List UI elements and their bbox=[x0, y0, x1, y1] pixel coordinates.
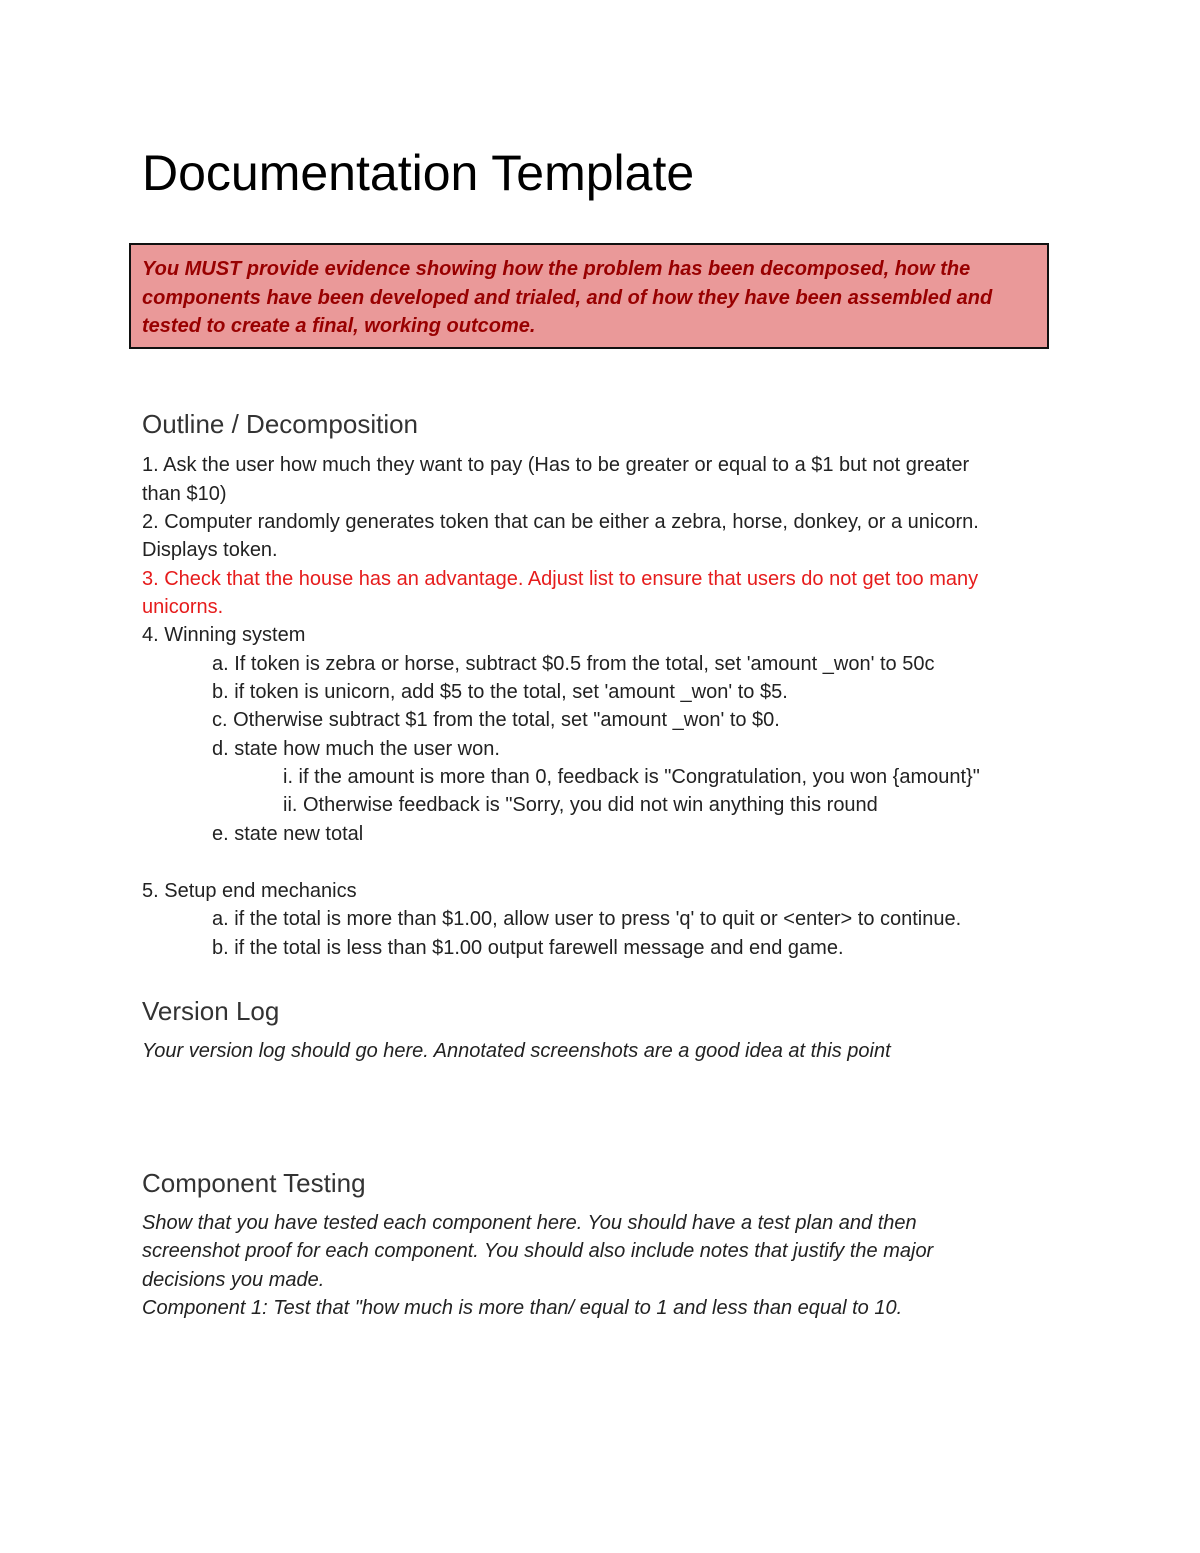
outline-step-4d-i: i. if the amount is more than 0, feedback is "Congratulation, you won {amount}" bbox=[283, 766, 980, 788]
requirement-notice: You MUST provide evidence showing how the problem has been decomposed, how the components have been developed and trialed, and of how they have been assembled and tested to create a final, working outcome. bbox=[129, 243, 1049, 349]
outline-step-5a: a. if the total is more than $1.00, allow user to press 'q' to quit or <enter> to continue. bbox=[212, 908, 962, 930]
component-testing-heading: Component Testing bbox=[142, 1168, 366, 1198]
outline-step-2-line-1: 2. Computer randomly generates token that can be either a zebra, horse, donkey, or a unicorn. bbox=[142, 511, 979, 533]
outline-step-4c: c. Otherwise subtract $1 from the total, set "amount _won' to $0. bbox=[212, 709, 780, 731]
component-testing-line-3: decisions you made. bbox=[142, 1269, 325, 1291]
outline-heading: Outline / Decomposition bbox=[142, 409, 419, 439]
document-title: Documentation Template bbox=[142, 145, 695, 201]
component-testing-line-1: Show that you have tested each component here. You should have a test plan and then bbox=[142, 1212, 917, 1234]
outline-step-5: 5. Setup end mechanics bbox=[142, 880, 357, 902]
outline-step-4: 4. Winning system bbox=[142, 624, 306, 646]
outline-step-2-line-2: Displays token. bbox=[142, 539, 278, 561]
outline-step-4d-ii: ii. Otherwise feedback is "Sorry, you did not win anything this round bbox=[283, 794, 878, 816]
outline-step-1-line-2: than $10) bbox=[142, 483, 227, 505]
version-log-heading: Version Log bbox=[142, 996, 280, 1026]
outline-step-3-line-1: 3. Check that the house has an advantage. Adjust list to ensure that users do not get too many bbox=[142, 568, 979, 590]
component-testing-line-2: screenshot proof for each component. You should also include notes that justify the major bbox=[142, 1240, 934, 1262]
outline-step-5b: b. if the total is less than $1.00 output farewell message and end game. bbox=[212, 937, 844, 959]
outline-step-3-line-2: unicorns. bbox=[142, 596, 224, 618]
outline-step-4d: d. state how much the user won. bbox=[212, 738, 500, 760]
outline-step-4e: e. state new total bbox=[212, 823, 364, 845]
outline-step-1-line-1: 1. Ask the user how much they want to pay (Has to be greater or equal to a $1 but not greater bbox=[142, 454, 970, 476]
outline-step-4b: b. if token is unicorn, add $5 to the total, set 'amount _won' to $5. bbox=[212, 681, 788, 703]
component-testing-line-4: Component 1: Test that "how much is more than/ equal to 1 and less than equal to 10. bbox=[142, 1297, 903, 1319]
outline-step-4a: a. If token is zebra or horse, subtract $0.5 from the total, set 'amount _won' to 50c bbox=[212, 653, 935, 675]
version-log-text: Your version log should go here. Annotated screenshots are a good idea at this point bbox=[142, 1040, 891, 1062]
